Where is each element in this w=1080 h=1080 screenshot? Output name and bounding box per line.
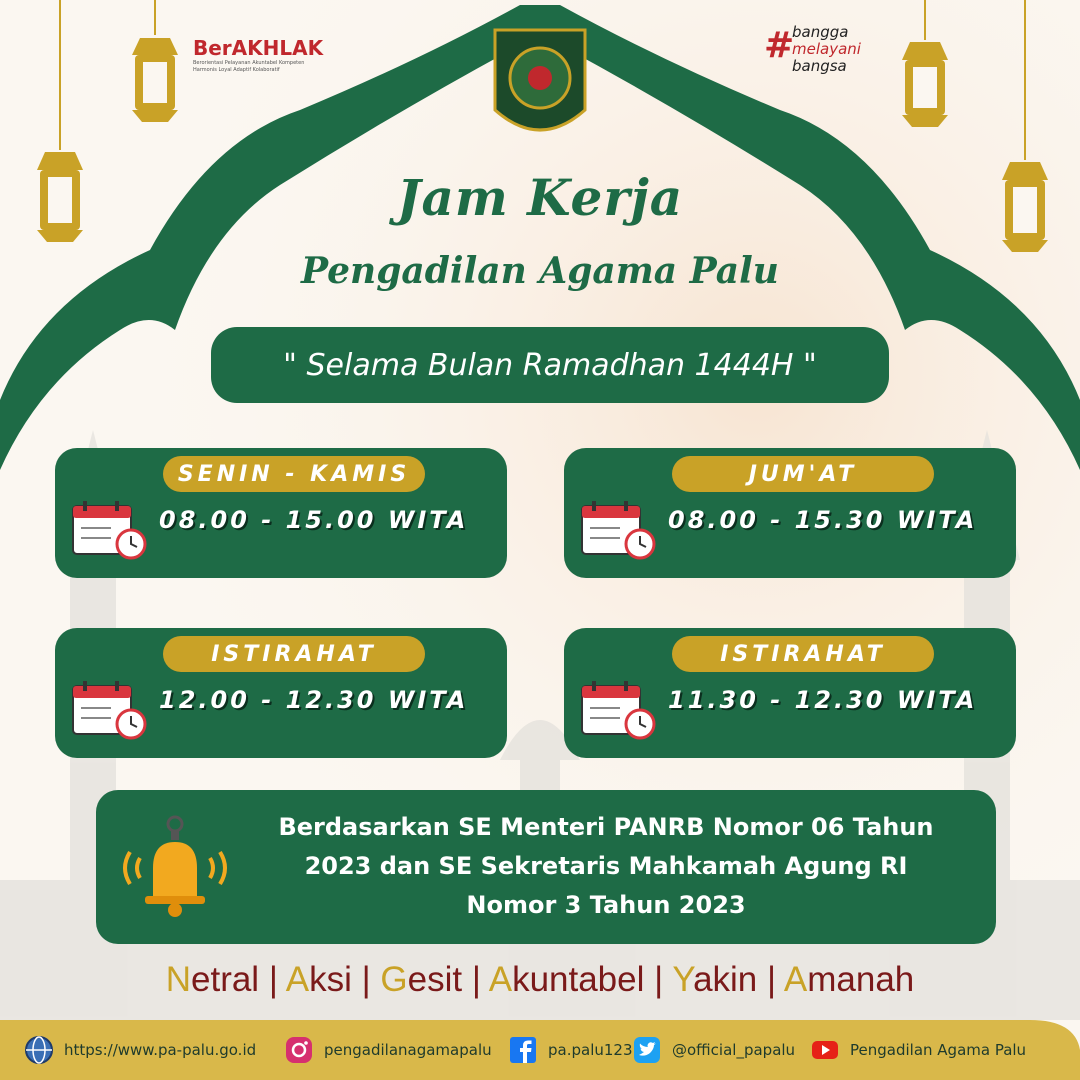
berakhlak-logo bbox=[193, 36, 323, 74]
calendar-clock-icon bbox=[580, 680, 658, 740]
calendar-clock-icon bbox=[580, 500, 658, 560]
notice-line-2: 2023 dan SE Sekretaris Mahkamah Agung RI bbox=[304, 852, 908, 880]
value-initial: A bbox=[783, 960, 808, 999]
court-emblem bbox=[495, 30, 585, 130]
schedule-label: JUM'AT bbox=[672, 456, 934, 492]
globe-icon bbox=[24, 1035, 54, 1065]
youtube-icon bbox=[810, 1035, 840, 1065]
regulation-notice bbox=[96, 790, 996, 944]
page-subtitle: Pengadilan Agama Palu bbox=[301, 250, 779, 292]
value-initial: A bbox=[488, 960, 513, 999]
value-rest: ksi bbox=[309, 960, 352, 999]
footer-facebook[interactable] bbox=[508, 1030, 633, 1070]
twitter-icon bbox=[632, 1035, 662, 1065]
value-separator: | bbox=[351, 960, 381, 999]
schedule-card-friday bbox=[564, 448, 1016, 578]
footer-twitter[interactable] bbox=[632, 1030, 795, 1070]
calendar-clock-icon bbox=[71, 500, 149, 560]
notice-line-1: Berdasarkan SE Menteri PANRB Nomor 06 Tahun bbox=[278, 813, 934, 841]
value-separator: | bbox=[757, 960, 784, 999]
berakhlak-tagline-2: Harmonis Loyal Adaptif Kolaboratif bbox=[193, 67, 280, 73]
value-rest: manah bbox=[807, 960, 915, 999]
value-rest: kuntabel bbox=[512, 960, 645, 999]
calendar-clock-icon bbox=[71, 680, 149, 740]
value-initial: Y bbox=[672, 960, 694, 999]
facebook-icon bbox=[508, 1035, 538, 1065]
berakhlak-title: BerAKHLAK bbox=[193, 36, 324, 60]
schedule-card-weekdays bbox=[55, 448, 507, 578]
schedule-time: 12.00 - 12.30 WITA bbox=[159, 686, 469, 714]
facebook-handle[interactable]: pa.palu123 bbox=[548, 1041, 633, 1059]
schedule-label: ISTIRAHAT bbox=[672, 636, 934, 672]
bangga-logo bbox=[764, 24, 884, 78]
youtube-channel[interactable]: Pengadilan Agama Palu bbox=[850, 1041, 1027, 1059]
value-initial: A bbox=[285, 960, 310, 999]
value-separator: | bbox=[644, 960, 673, 999]
page-title: Jam Kerja bbox=[396, 168, 684, 227]
instagram-handle[interactable]: pengadilanagamapalu bbox=[324, 1041, 492, 1059]
notice-line-3: Nomor 3 Tahun 2023 bbox=[466, 891, 746, 919]
schedule-time: 11.30 - 12.30 WITA bbox=[668, 686, 978, 714]
schedule-card-break-friday bbox=[564, 628, 1016, 758]
website-link[interactable]: https://www.pa-palu.go.id bbox=[64, 1041, 257, 1059]
ramadhan-banner: " Selama Bulan Ramadhan 1444H " bbox=[211, 327, 889, 403]
hashtag-icon: # bbox=[764, 25, 795, 66]
core-values bbox=[0, 960, 1080, 1000]
footer-youtube[interactable] bbox=[810, 1030, 1026, 1070]
instagram-icon bbox=[284, 1035, 314, 1065]
schedule-card-break-weekdays bbox=[55, 628, 507, 758]
bangga-line-1: bangga bbox=[792, 23, 849, 41]
berakhlak-tagline-1: Berorientasi Pelayanan Akuntabel Kompeten bbox=[193, 60, 305, 66]
footer-website[interactable] bbox=[24, 1030, 256, 1070]
schedule-time: 08.00 - 15.30 WITA bbox=[668, 506, 978, 534]
value-separator: | bbox=[462, 960, 489, 999]
value-separator: | bbox=[259, 960, 286, 999]
twitter-handle[interactable]: @official_papalu bbox=[672, 1041, 796, 1059]
schedule-time: 08.00 - 15.00 WITA bbox=[159, 506, 469, 534]
value-rest: akin bbox=[693, 960, 758, 999]
bangga-line-2: melayani bbox=[792, 40, 861, 58]
schedule-label: SENIN - KAMIS bbox=[163, 456, 425, 492]
value-rest: etral bbox=[191, 960, 260, 999]
footer-instagram[interactable] bbox=[284, 1030, 492, 1070]
bangga-line-3: bangsa bbox=[792, 57, 847, 75]
value-rest: esit bbox=[407, 960, 463, 999]
value-initial: G bbox=[380, 960, 408, 999]
bell-icon bbox=[118, 812, 232, 924]
value-initial: N bbox=[165, 960, 191, 999]
schedule-label: ISTIRAHAT bbox=[163, 636, 425, 672]
